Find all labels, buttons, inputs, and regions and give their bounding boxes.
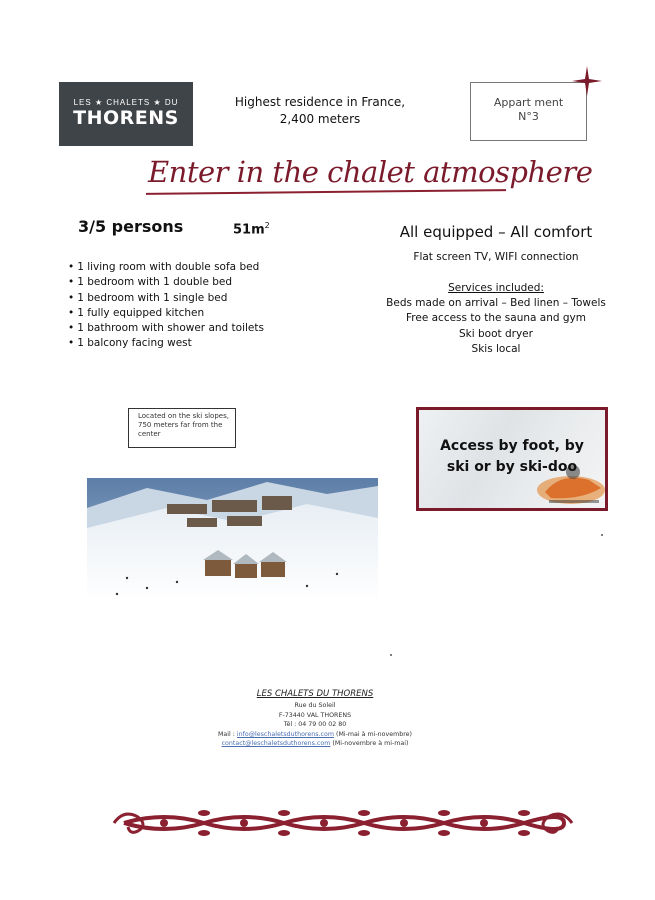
room-list — [68, 260, 264, 352]
contact-phone: Tél : 04 79 00 02 80 — [283, 721, 347, 729]
logo-line-2: THORENS — [73, 107, 179, 129]
equipment-title: All equipped – All comfort — [399, 223, 593, 241]
area-value: 51m — [233, 222, 265, 238]
script-title: Enter in the chalet atmosphere — [148, 155, 593, 189]
stray-dot — [390, 654, 392, 656]
area — [233, 221, 270, 237]
capacity: 3/5 persons — [78, 217, 184, 236]
list-item: • 1 bedroom with 1 single bed — [68, 291, 264, 306]
contact-title: LES CHALETS DU THORENS — [256, 689, 374, 699]
contact-email-line-1 — [200, 730, 430, 739]
list-item: Beds made on arrival – Bed linen – Towels — [386, 297, 606, 310]
access-text: Access by foot, by ski or by ski-doo — [440, 438, 584, 475]
list-item: • 1 bedroom with 1 double bed — [68, 275, 264, 290]
list-item: • 1 living room with double sofa bed — [68, 260, 264, 275]
apartment-label: Appart ment — [493, 96, 564, 109]
list-item: • 1 bathroom with shower and toilets — [68, 321, 264, 336]
location-note: Located on the ski slopes, 750 meters far from the center — [128, 408, 236, 448]
apartment-number: N°3 — [518, 110, 539, 123]
list-item: Ski boot dryer — [459, 327, 533, 340]
services-heading: Services included: — [448, 282, 544, 294]
mail-label: Mail : — [217, 730, 235, 738]
contact-street: Rue du Soleil — [294, 702, 336, 710]
access-panel — [416, 407, 608, 511]
email-note-1: (Mi-mai à mi-novembre) — [335, 730, 413, 738]
services-block — [370, 281, 622, 357]
star-ornament-icon — [572, 66, 602, 96]
contact-city: F-73440 VAL THORENS — [278, 711, 352, 719]
list-item: • 1 balcony facing west — [68, 336, 264, 351]
email-link-contact[interactable]: contact@leschaletsduthorens.com — [221, 740, 331, 748]
apartment-box — [470, 82, 587, 141]
list-item: Skis local — [471, 342, 521, 355]
ski-resort-photo — [87, 478, 378, 604]
stray-dot — [601, 534, 603, 536]
tagline: Highest residence in France, 2,400 meters — [234, 95, 406, 126]
equipment-subtitle: Flat screen TV, WIFI connection — [413, 251, 579, 263]
contact-block — [200, 690, 430, 748]
list-item: Free access to the sauna and gym — [406, 312, 586, 325]
contact-email-line-2 — [200, 739, 430, 748]
brand-logo — [59, 82, 193, 146]
title-underline — [146, 189, 506, 195]
logo-line-1: LES ★ CHALETS ★ DU — [73, 98, 179, 107]
ornamental-divider-icon — [104, 805, 582, 841]
email-note-2: (Mi-novembre à mi-mai) — [332, 740, 409, 748]
email-link-info[interactable]: info@leschaletsduthorens.com — [236, 730, 334, 738]
list-item: • 1 fully equipped kitchen — [68, 306, 264, 321]
area-unit-exponent: 2 — [264, 221, 270, 230]
